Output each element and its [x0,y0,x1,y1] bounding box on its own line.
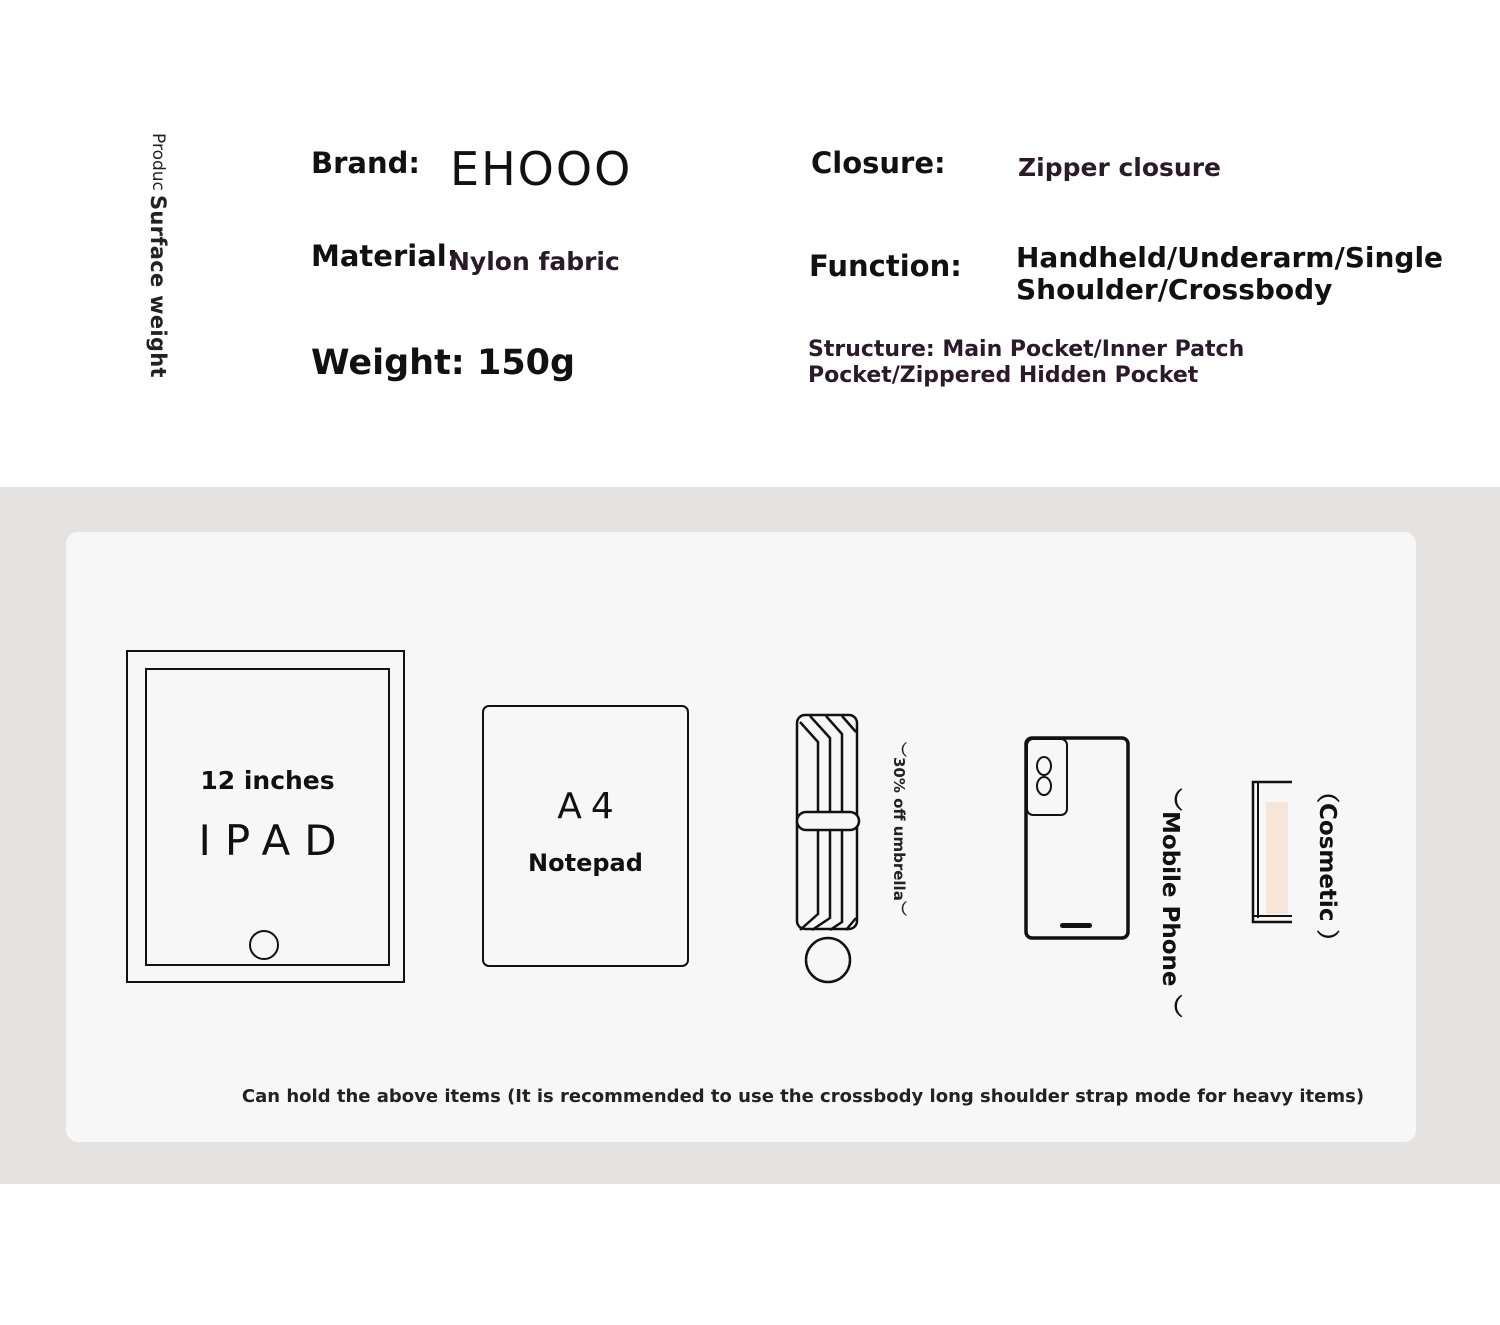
a4-notepad-label: Notepad [528,849,643,877]
material-label: Material: [311,239,459,273]
weight-spec: Weight: 150g [311,343,576,383]
a4-notepad-outline [482,705,689,967]
umbrella-icon [790,708,870,988]
side-label-surface-weight: Surface weight [146,195,170,378]
ipad-size-label: 12 inches [200,766,335,795]
function-value: Handheld/Underarm/Single Shoulder/Crossbody [1016,241,1444,306]
ipad-home-button-icon [249,930,279,960]
brand-label: Brand: [311,146,420,180]
closure-label: Closure: [811,146,946,180]
function-label: Function: [809,249,962,283]
mobile-phone-label: ︶Mobile Phone ︶ [1157,788,1183,1018]
side-label-product: Produc [148,133,168,191]
cosmetic-label: （Cosmetic ） [1314,780,1340,953]
mobile-phone-icon [1020,732,1140,944]
brand-value: EHOOO [450,142,633,196]
umbrella-label: ︶30% off umbrella︶ [890,742,908,916]
lipstick-icon [1248,778,1292,930]
capacity-caption: Can hold the above items (It is recommended to use the crossbody long shoulder strap mode for heavy items) [241,1086,1365,1107]
a4-title-label: A4 [557,786,623,827]
ipad-name-label: IPAD [198,816,351,865]
closure-value: Zipper closure [1018,153,1222,182]
material-value: Nylon fabric [449,247,620,276]
structure-spec: Structure: Main Pocket/Inner Patch Pocket/Zippered Hidden Pocket [808,337,1245,388]
